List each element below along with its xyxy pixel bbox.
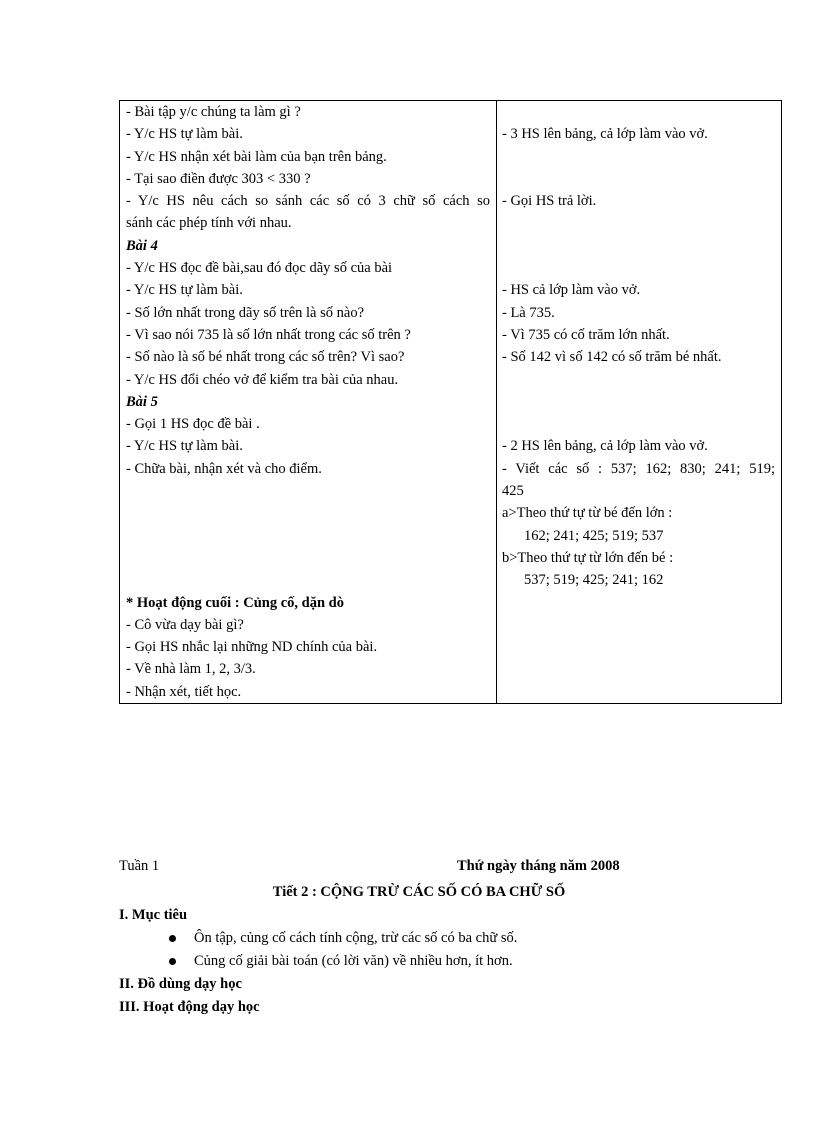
left-line: - Y/c HS đổi chéo vở để kiểm tra bài của nhau. xyxy=(126,371,399,388)
bullet-icon xyxy=(169,935,176,942)
left-line: - Vì sao nói 735 là số lớn nhất trong các số trên ? xyxy=(126,326,411,343)
left-line: - Y/c HS đọc đề bài,sau đó đọc dãy số của bài xyxy=(126,260,393,277)
lesson-table xyxy=(119,100,782,704)
left-line: - Nhận xét, tiết học. xyxy=(126,683,242,700)
left-line: - Y/c HS tự làm bài. xyxy=(126,126,243,143)
right-line: 162; 241; 425; 519; 537 xyxy=(524,527,664,544)
section-objectives: I. Mục tiêu xyxy=(119,907,188,923)
exercise-5-heading: Bài 5 xyxy=(126,393,158,410)
right-line xyxy=(497,101,781,123)
left-line: - Chữa bài, nhận xét và cho điểm. xyxy=(126,460,322,477)
right-line: 425 xyxy=(502,483,524,500)
left-line: - Cô vừa dạy bài gì? xyxy=(126,616,244,633)
left-line: - Y/c HS nêu cách so sánh các số có 3 chữ số cách so xyxy=(126,193,490,210)
left-line xyxy=(120,480,496,502)
date-label: Thứ ngày tháng năm 2008 xyxy=(457,858,620,874)
left-line: - Tại sao điền được 303 < 330 ? xyxy=(126,170,311,187)
left-line: - Số lớn nhất trong dãy số trên là số nào? xyxy=(126,304,365,321)
left-line: sánh các phép tính với nhau. xyxy=(126,215,292,232)
exercise-4-heading: Bài 4 xyxy=(126,237,158,254)
right-line xyxy=(497,413,781,435)
left-line: - Y/c HS tự làm bài. xyxy=(126,282,243,299)
objective-text: Ôn tập, củng cố cách tính cộng, trừ các số có ba chữ số. xyxy=(194,930,518,946)
right-line xyxy=(497,369,781,391)
teacher-activities-column xyxy=(120,101,497,704)
right-line: - 3 HS lên bảng, cả lớp làm vào vở. xyxy=(502,126,708,143)
right-line xyxy=(497,168,781,190)
right-line xyxy=(497,235,781,257)
left-line xyxy=(120,502,496,524)
left-line: - Gọi HS nhắc lại những ND chính của bài. xyxy=(126,639,378,656)
left-line xyxy=(120,547,496,569)
right-line: b>Theo thứ tự từ lớn đến bé : xyxy=(502,549,674,566)
objective-text: Củng cố giải bài toán (có lời văn) về nhiều hơn, ít hơn. xyxy=(194,953,513,969)
left-line: - Y/c HS tự làm bài. xyxy=(126,438,243,455)
student-activities-column xyxy=(497,101,782,704)
lesson-title: Tiết 2 : CỘNG TRỪ CÁC SỐ CÓ BA CHỮ SỐ xyxy=(272,884,566,900)
left-line xyxy=(120,569,496,591)
right-line: - 2 HS lên bảng, cả lớp làm vào vở. xyxy=(502,438,708,455)
bullet-icon xyxy=(169,958,176,965)
left-line: - Bài tập y/c chúng ta làm gì ? xyxy=(126,104,301,120)
objective-item xyxy=(119,927,719,950)
right-line: a>Theo thứ tự từ bé đến lớn : xyxy=(502,505,673,522)
right-line: - HS cả lớp làm vào vở. xyxy=(502,282,641,299)
right-line: 537; 519; 425; 241; 162 xyxy=(524,572,664,589)
right-line xyxy=(497,212,781,234)
right-line: - Số 142 vì số 142 có số trăm bé nhất. xyxy=(502,349,722,366)
section-activities: III. Hoạt động dạy học xyxy=(119,999,260,1015)
left-line: - Gọi 1 HS đọc đề bài . xyxy=(126,416,260,433)
week-label: Tuần 1 xyxy=(119,858,160,874)
right-line: - Gọi HS trả lời. xyxy=(502,193,597,210)
right-line: - Viết các số : 537; 162; 830; 241; 519; xyxy=(502,460,775,477)
right-line xyxy=(497,391,781,413)
section-materials: II. Đồ dùng dạy học xyxy=(119,976,242,992)
lesson-header xyxy=(119,858,719,1019)
right-line: - Vì 735 có cố trăm lớn nhất. xyxy=(502,326,670,343)
left-line: - Y/c HS nhận xét bài làm của bạn trên bảng. xyxy=(126,148,387,165)
right-line xyxy=(497,146,781,168)
objective-item xyxy=(119,950,719,973)
final-activity-heading: * Hoạt động cuối : Củng cố, dặn dò xyxy=(126,594,344,611)
right-line xyxy=(497,257,781,279)
left-line: - Số nào là số bé nhất trong các số trên? Vì sao? xyxy=(126,349,405,366)
right-line: - Là 735. xyxy=(502,304,555,321)
left-line: - Về nhà làm 1, 2, 3/3. xyxy=(126,661,256,678)
left-line xyxy=(120,525,496,547)
